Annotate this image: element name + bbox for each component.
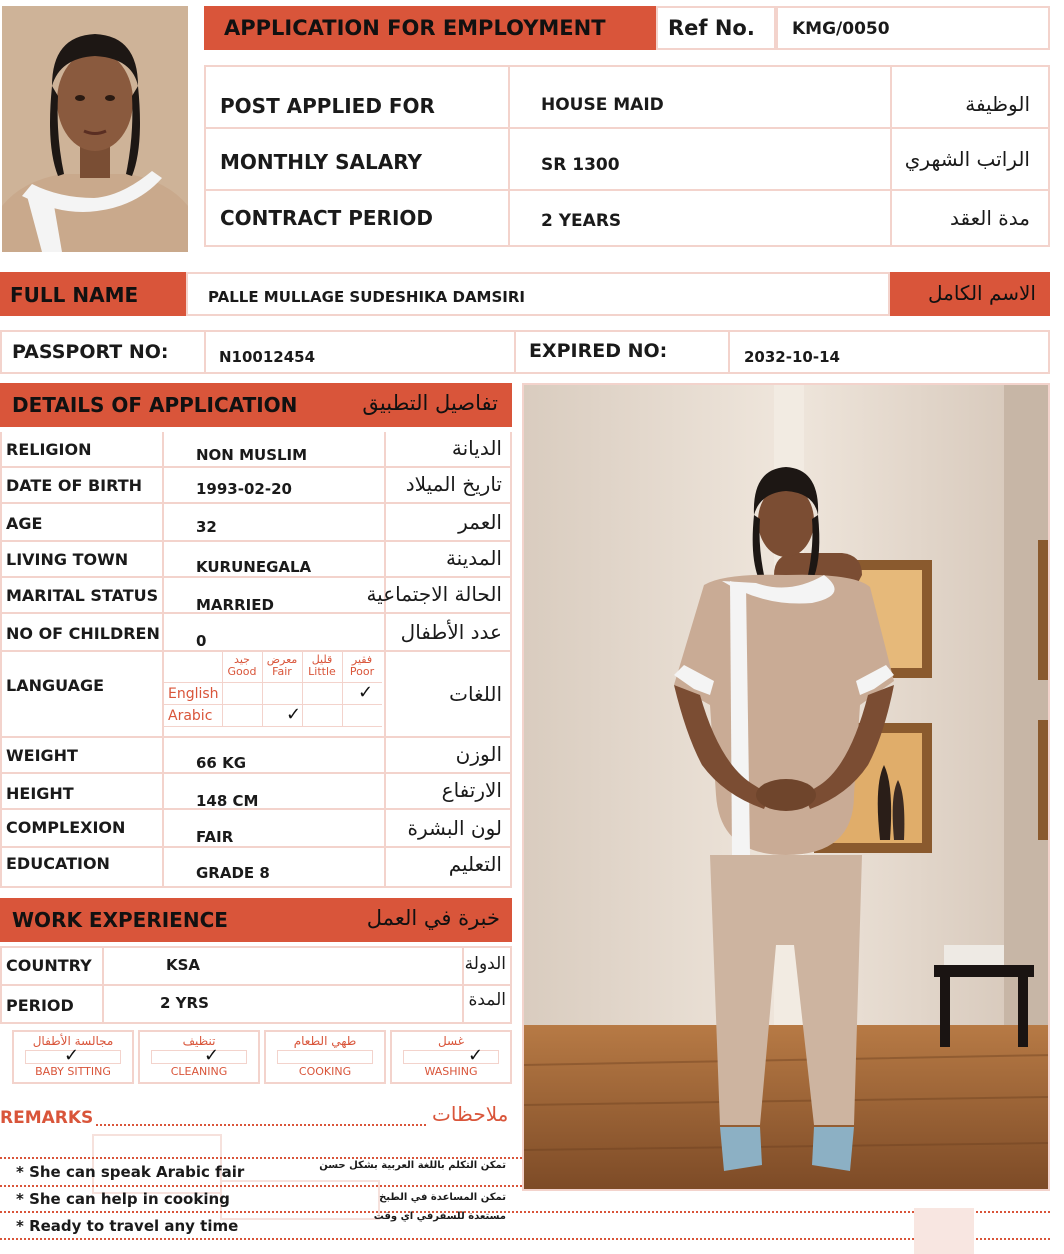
work-country-value: KSA bbox=[166, 956, 201, 974]
skill-cleaning bbox=[138, 1030, 260, 1084]
work-title: WORK EXPERIENCE bbox=[12, 908, 228, 932]
height-arabic: الارتفاع bbox=[441, 778, 502, 802]
skill-washing bbox=[390, 1030, 512, 1084]
remark-1: * She can speak Arabic fair bbox=[16, 1163, 245, 1181]
town-value: KURUNEGALA bbox=[196, 558, 312, 576]
dob-value: 1993-02-20 bbox=[196, 480, 292, 498]
full-body-photo bbox=[522, 383, 1050, 1191]
detail-row-children bbox=[0, 616, 512, 652]
english-poor-check-icon: ✓ bbox=[358, 682, 374, 703]
level-good-label: Good bbox=[227, 665, 257, 678]
age-arabic: العمر bbox=[458, 510, 502, 534]
ref-label: Ref No. bbox=[668, 16, 755, 40]
dob-label: DATE OF BIRTH bbox=[6, 476, 142, 495]
skill-washing-label: WASHING bbox=[424, 1065, 478, 1078]
work-title-arabic: خبرة في العمل bbox=[366, 906, 500, 930]
remark-2: * She can help in cooking bbox=[16, 1190, 230, 1208]
skill-cooking bbox=[264, 1030, 386, 1084]
religion-arabic: الديانة bbox=[451, 436, 502, 460]
level-poor-label: Poor bbox=[349, 665, 375, 678]
contract-period-value: 2 YEARS bbox=[541, 211, 622, 231]
children-arabic: عدد الأطفال bbox=[400, 620, 502, 644]
work-header bbox=[0, 898, 512, 942]
remark-1-arabic: تمكن التكلم باللغة العربية بشكل حسن bbox=[319, 1160, 506, 1171]
details-title-arabic: تفاصيل التطبيق bbox=[362, 391, 498, 415]
full-name-label-cell bbox=[0, 272, 186, 316]
expiry-label: EXPIRED NO: bbox=[529, 340, 668, 362]
detail-row-complexion bbox=[0, 812, 512, 848]
detail-row-height bbox=[0, 774, 512, 810]
application-title-bar bbox=[204, 6, 656, 50]
education-value: GRADE 8 bbox=[196, 864, 270, 882]
skill-cooking-label: COOKING bbox=[298, 1065, 352, 1078]
skill-baby-sitting-check-icon: ✓ bbox=[64, 1045, 80, 1066]
full-name-arabic: الاسم الكامل bbox=[927, 281, 1036, 305]
age-value: 32 bbox=[196, 518, 217, 536]
language-arabic-name: Arabic bbox=[168, 708, 213, 724]
post-applied-arabic: الوظيفة bbox=[965, 92, 1030, 116]
town-label: LIVING TOWN bbox=[6, 550, 129, 569]
language-arabic: اللغات bbox=[449, 682, 502, 706]
dob-arabic: تاريخ الميلاد bbox=[405, 472, 502, 496]
age-label: AGE bbox=[6, 514, 43, 533]
ref-value-cell bbox=[776, 6, 1050, 50]
level-little-arabic: قليل bbox=[311, 653, 333, 666]
monthly-salary-arabic: الراتب الشهري bbox=[904, 147, 1030, 171]
contract-period-label: CONTRACT PERIOD bbox=[220, 206, 433, 230]
religion-value: NON MUSLIM bbox=[196, 446, 308, 464]
work-country-label: COUNTRY bbox=[6, 956, 92, 975]
children-value: 0 bbox=[196, 632, 207, 650]
details-title: DETAILS OF APPLICATION bbox=[12, 393, 298, 417]
level-fair bbox=[262, 654, 302, 678]
language-label: LANGUAGE bbox=[6, 676, 105, 695]
passport-value: N10012454 bbox=[219, 348, 316, 366]
children-label: NO OF CHILDREN bbox=[6, 624, 160, 643]
remarks-label: REMARKS bbox=[0, 1108, 94, 1128]
application-title: APPLICATION FOR EMPLOYMENT bbox=[224, 16, 606, 40]
detail-row-education bbox=[0, 848, 512, 884]
contract-period-arabic: مدة العقد bbox=[950, 206, 1030, 230]
education-arabic: التعليم bbox=[448, 852, 502, 876]
height-label: HEIGHT bbox=[6, 784, 74, 803]
education-label: EDUCATION bbox=[6, 854, 110, 873]
detail-row-age bbox=[0, 506, 512, 542]
level-poor-arabic: فقير bbox=[351, 653, 373, 666]
details-header bbox=[0, 383, 512, 427]
religion-label: RELIGION bbox=[6, 440, 92, 459]
remarks-divider bbox=[96, 1124, 426, 1126]
work-period-label: PERIOD bbox=[6, 996, 74, 1015]
skill-cleaning-arabic: تنظيف bbox=[182, 1034, 216, 1048]
height-value: 148 CM bbox=[196, 792, 259, 810]
post-applied-label: POST APPLIED FOR bbox=[220, 94, 435, 118]
level-little bbox=[302, 654, 342, 678]
work-country-arabic: الدولة bbox=[464, 954, 506, 974]
ref-label-cell bbox=[656, 6, 776, 50]
level-little-label: Little bbox=[308, 665, 336, 678]
complexion-label: COMPLEXION bbox=[6, 818, 126, 837]
work-period-arabic: المدة bbox=[468, 990, 506, 1010]
remark-3: * Ready to travel any time bbox=[16, 1217, 239, 1235]
marital-arabic: الحالة الاجتماعية bbox=[366, 582, 502, 606]
full-name-value: PALLE MULLAGE SUDESHIKA DAMSIRI bbox=[208, 288, 525, 306]
portrait-photo bbox=[2, 6, 188, 252]
skill-cooking-arabic: طهي الطعام bbox=[293, 1034, 357, 1048]
skill-baby-sitting-label: BABY SITTING bbox=[35, 1065, 111, 1078]
skill-baby-sitting bbox=[12, 1030, 134, 1084]
weight-value: 66 KG bbox=[196, 754, 247, 772]
monthly-salary-value: SR 1300 bbox=[541, 155, 620, 175]
detail-row-religion bbox=[0, 432, 512, 468]
level-poor bbox=[342, 654, 382, 678]
skill-washing-arabic: غسل bbox=[437, 1034, 465, 1048]
detail-row-marital bbox=[0, 578, 512, 614]
weight-arabic: الوزن bbox=[455, 742, 502, 766]
skill-cleaning-check-icon: ✓ bbox=[204, 1045, 220, 1066]
detail-row-dob bbox=[0, 468, 512, 504]
passport-label: PASSPORT NO: bbox=[12, 341, 169, 363]
weight-label: WEIGHT bbox=[6, 746, 78, 765]
ref-value: KMG/0050 bbox=[792, 19, 890, 39]
language-english: English bbox=[168, 686, 219, 702]
monthly-salary-label: MONTHLY SALARY bbox=[220, 150, 422, 174]
arabic-fair-check-icon: ✓ bbox=[286, 704, 302, 725]
remark-2-arabic: تمكن المساعدة في الطبخ bbox=[379, 1192, 506, 1203]
complexion-arabic: لون البشرة bbox=[407, 816, 502, 840]
level-good bbox=[222, 654, 262, 678]
marital-value: MARRIED bbox=[196, 596, 274, 614]
work-period-value: 2 YRS bbox=[160, 994, 209, 1012]
detail-row-town bbox=[0, 542, 512, 578]
full-name-arabic-cell bbox=[890, 272, 1050, 316]
full-name-value-cell bbox=[186, 272, 890, 316]
detail-row-weight bbox=[0, 738, 512, 774]
full-name-label: FULL NAME bbox=[10, 283, 139, 307]
complexion-value: FAIR bbox=[196, 828, 234, 846]
post-applied-value: HOUSE MAID bbox=[541, 95, 664, 115]
remarks-arabic-label: ملاحظات bbox=[432, 1102, 509, 1126]
level-fair-arabic: معرض bbox=[266, 653, 298, 666]
skill-baby-sitting-arabic: مجالسة الأطفال bbox=[32, 1034, 114, 1048]
expiry-value: 2032-10-14 bbox=[744, 348, 840, 366]
skill-washing-check-icon: ✓ bbox=[468, 1045, 484, 1066]
remark-3-arabic: مستعدة للسفرفي اي وقت bbox=[373, 1211, 506, 1222]
level-fair-label: Fair bbox=[272, 665, 292, 678]
marital-label: MARITAL STATUS bbox=[6, 586, 159, 605]
language-grid bbox=[162, 652, 382, 738]
town-arabic: المدينة bbox=[445, 546, 502, 570]
skill-cleaning-label: CLEANING bbox=[170, 1065, 228, 1078]
level-good-arabic: جيد bbox=[234, 653, 250, 666]
